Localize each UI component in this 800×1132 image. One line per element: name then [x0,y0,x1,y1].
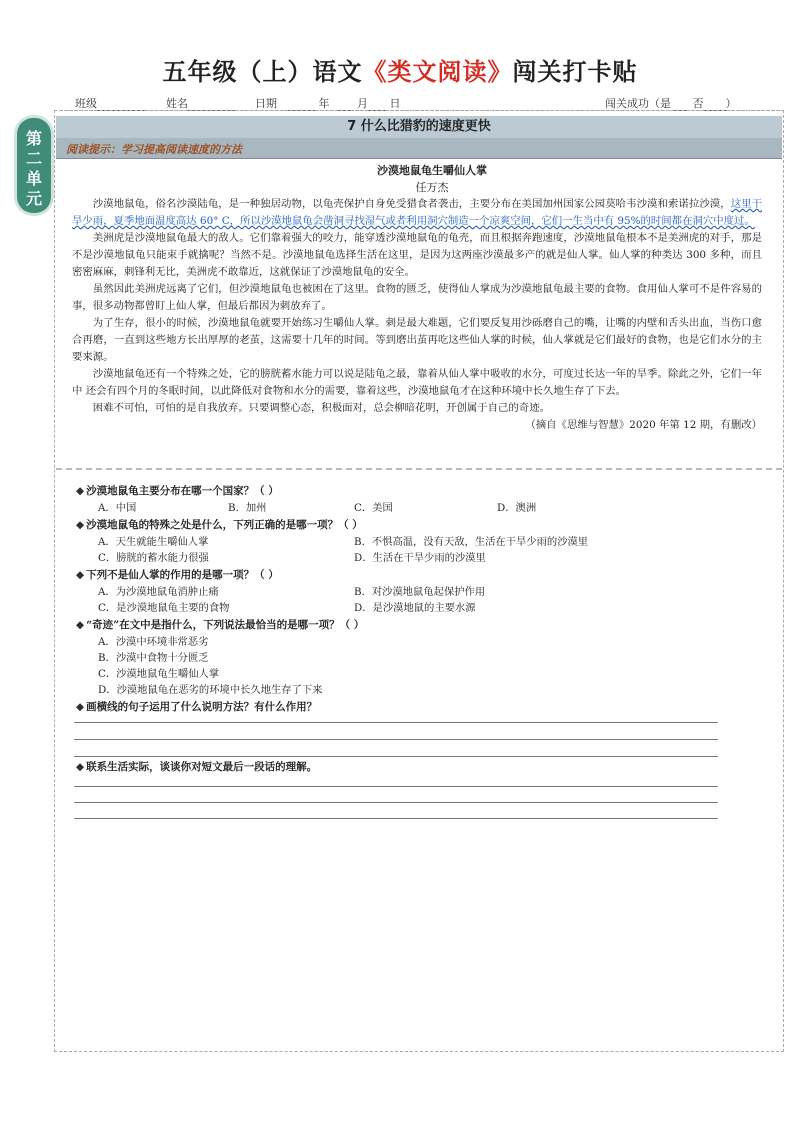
title-prefix: 五年级（上）语文 [162,57,363,86]
title-suffix: 闯关打卡贴 [512,57,638,86]
option[interactable]: C．沙漠地鼠龟生嚼仙人掌 [98,668,220,680]
paragraph-1 [72,196,762,230]
diamond-icon: ◆ [76,761,85,773]
option[interactable]: B．对沙漠地鼠龟起保护作用 [354,586,486,598]
option[interactable]: A．沙漠中环境非常恶劣 [98,636,209,648]
year-label: 年 [318,97,330,110]
day-label: 日 [389,97,401,110]
option[interactable]: D．生活在干旱少雨的沙漠里 [354,552,486,564]
paragraph-5: 沙漠地鼠龟还有一个特殊之处，它的膀胱蓄水能力可以说是陆龟之最，靠着从仙人掌中吸收的水分，可度过长达一年的旱季。除此之外，它们一年中 还会有四个月的冬眠时间，以此降低对食物和水分的需要，靠着这些，沙漠地鼠龟才在这种环境中长久地生存了下去。 [72,368,762,397]
diamond-icon: ◆ [76,519,85,531]
underlined-sentence: 这里干旱少雨，夏季地面温度高达 60° C，所以沙漠地鼠龟会凿洞寻找湿气或者利用洞穴制造一个凉爽空间，它们一生当中有 95%的时间都在洞穴中度过。 [72,198,763,227]
answer-line[interactable] [74,802,718,803]
question-6-text: 联系生活实际，谈谈你对短文最后一段话的理解。 [86,761,318,773]
title-highlight: 《类文阅读》 [362,57,513,86]
success-check [605,95,737,111]
month-label: 月 [357,97,368,110]
option[interactable]: A．中国 [98,502,137,514]
diamond-icon: ◆ [76,569,85,581]
answer-line[interactable] [74,818,718,819]
name-label: 姓名 [166,97,188,110]
question-2-text: 沙漠地鼠龟的特殊之处是什么，下列正确的是哪一项？（ ） [86,519,363,531]
question-1-text: 沙漠地鼠龟主要分布在哪一个国家？（ ） [86,485,279,497]
option[interactable]: C．美国 [354,502,393,514]
success-no-label: 否 [692,97,704,110]
section-separator [56,468,782,470]
passage-author: 任万杰 [415,181,449,194]
lesson-title: 7 什么比猎豹的速度更快 [56,116,782,138]
reading-tip-bar [56,138,782,159]
success-yes-label: 闯关成功（是 [605,97,671,110]
question-4-text: “奇迹”在文中是指什么，下列说法最恰当的是哪一项？（ ） [86,619,365,631]
option[interactable]: B．加州 [228,502,267,514]
question-2 [76,516,766,534]
class-label: 班级 [75,97,97,110]
answer-line[interactable] [74,756,718,757]
question-5 [76,698,766,716]
answer-line[interactable] [74,722,718,723]
questions-section-2 [76,758,766,776]
questions-section [76,482,766,716]
question-3-options-row2 [76,600,766,616]
question-6 [76,758,766,776]
reading-tip: 阅读提示：学习提高阅读速度的方法 [66,143,242,156]
diamond-icon: ◆ [76,619,85,631]
unit-tab-char: 二 [25,149,42,168]
paragraph-2: 美洲虎是沙漠地鼠龟最大的敌人。它们靠着强大的咬力，能穿透沙漠地鼠龟的龟壳，而且根据奔跑速度，沙漠地鼠龟根本不是美洲虎的对手，那是不是沙漠地鼠龟只能束手就擒呢？当然不是。沙漠地鼠龟选择生活在这里，是因为这两座沙漠最多产的就是仙人掌。仙人掌的种类达 300 多种，而且密密麻麻，刺锋利无比，美洲虎不敢靠近，这就保证了沙漠地鼠龟的安全。 [72,232,762,278]
question-1 [76,482,766,500]
question-3 [76,566,766,584]
answer-line[interactable] [74,786,718,787]
paragraph-4: 为了生存，很小的时候，沙漠地鼠龟就要开始练习生嚼仙人掌。刺是最大难题，它们要反复用沙砾磨自己的嘴，让嘴的内壁和舌头出血，当伤口愈合再磨，一直到这些地方长出厚厚的老茧，这需要十几年的时间。等到磨出茧再吃这些仙人掌的时候，仙人掌就是它们最好的食物，也是它们水分的主要来源。 [72,317,762,363]
option[interactable]: A．天生就能生嚼仙人掌 [98,536,209,548]
unit-tab-char: 元 [25,189,42,208]
diamond-icon: ◆ [76,701,85,713]
page-title [0,52,800,87]
unit-tab-char: 单 [25,169,42,188]
answer-line[interactable] [74,739,718,740]
option[interactable]: C．膀胱的蓄水能力很强 [98,552,209,564]
diamond-icon: ◆ [76,485,85,497]
success-close: ） [725,97,737,110]
reading-passage [72,162,762,434]
unit-tab-char: 第 [25,129,42,148]
passage-source: （摘自《思维与智慧》2020 年第 12 期，有删改） [525,419,762,431]
student-info-line [75,95,755,111]
question-3-options-row1 [76,584,766,600]
option[interactable]: D．沙漠地鼠龟在恶劣的环境中长久地生存了下来 [98,684,323,696]
date-label: 日期 [255,97,277,110]
option[interactable]: B．不惧高温，没有天敌，生活在干旱少雨的沙漠里 [354,536,589,548]
option[interactable]: B．沙漠中食物十分匮乏 [98,652,209,664]
question-5-text: 画横线的句子运用了什么说明方法？有什么作用？ [86,701,318,713]
question-2-options-row2 [76,550,766,566]
question-4 [76,616,766,634]
paragraph-3: 虽然因此美洲虎远离了它们，但沙漠地鼠龟也被困在了这里。食物的匮乏，使得仙人掌成为沙漠地鼠龟最主要的食物。食用仙人掌可不是件容易的事，很多动物都曾盯上仙人掌，但最后都因为刺放弃了。 [72,283,762,312]
passage-title: 沙漠地鼠龟生嚼仙人掌 [377,164,487,177]
paragraph-6: 困难不可怕，可怕的是自我放弃。只要调整心态，积极面对，总会柳暗花明，开创属于自己的奇迹。 [92,402,550,414]
option[interactable]: D．是沙漠地鼠的主要水源 [354,602,476,614]
paragraph-1-text: 沙漠地鼠龟，俗名沙漠陆龟，是一种独居动物，以龟壳保护自身免受猎食者袭击，主要分布在美国加州国家公园莫哈韦沙漠和索诺拉沙漠， [92,198,731,210]
option[interactable]: D．澳洲 [497,502,537,514]
option[interactable]: A．为沙漠地鼠龟消肿止痛 [98,586,219,598]
question-2-options-row1 [76,534,766,550]
option[interactable]: C．是沙漠地鼠龟主要的食物 [98,602,230,614]
question-1-options [76,500,766,516]
question-3-text: 下列不是仙人掌的作用的是哪一项？（ ） [86,569,279,581]
unit-tab [17,118,51,213]
